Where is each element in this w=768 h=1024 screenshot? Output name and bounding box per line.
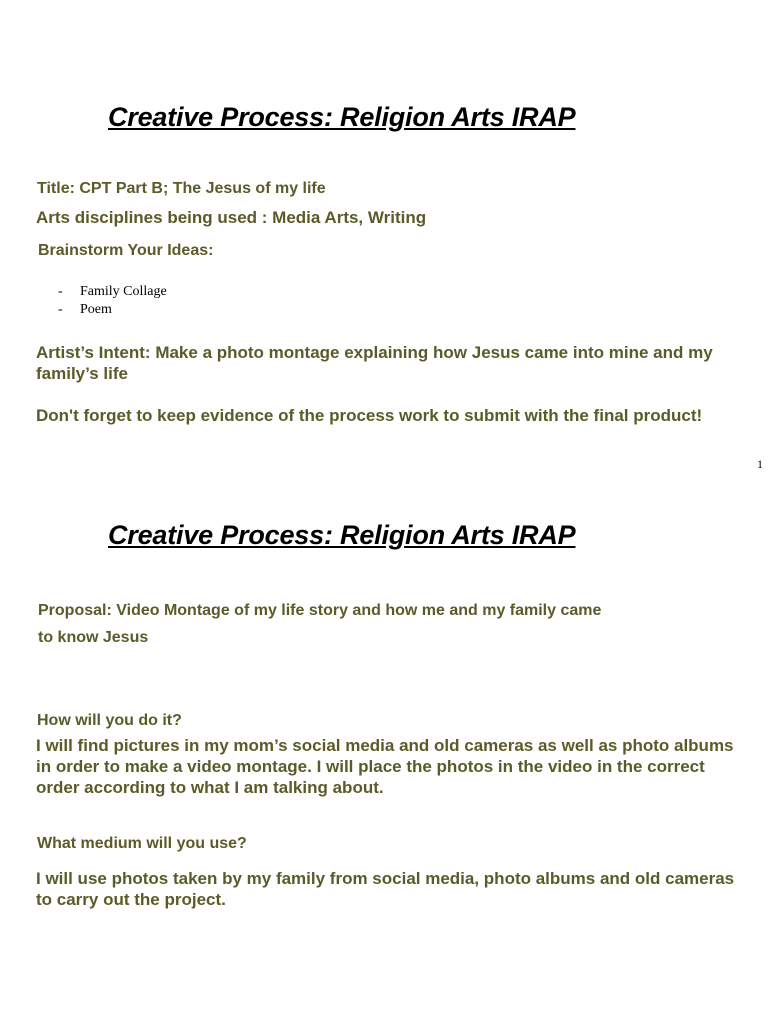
proposal-line: Proposal: Video Montage of my life story and how me and my family came	[38, 602, 602, 619]
how-answer	[36, 735, 764, 798]
medium-question: What medium will you use?	[37, 835, 247, 852]
bullet-marker: -	[58, 284, 63, 299]
list-item	[58, 301, 358, 319]
intent-line: Artist’s Intent: Make a photo montage explaining how Jesus came into mine and my	[36, 343, 713, 362]
list-item-text: Family Collage	[80, 284, 167, 299]
answer-line: order according to what I am talking about.	[36, 778, 384, 797]
answer-line: I will use photos taken by my family from social media, photo albums and old cameras	[36, 869, 735, 888]
intent-line: family’s life	[36, 364, 128, 383]
process-reminder: Don't forget to keep evidence of the process work to submit with the final product!	[36, 406, 703, 425]
artists-intent	[36, 342, 761, 384]
medium-answer	[36, 868, 764, 910]
how-question: How will you do it?	[37, 712, 182, 729]
page1-disciplines-line: Arts disciplines being used : Media Arts, Writing	[36, 208, 427, 227]
bullet-marker: -	[58, 302, 63, 317]
page-number: 1	[757, 457, 763, 471]
page1-brainstorm-label: Brainstorm Your Ideas:	[38, 242, 214, 259]
page2-heading: Creative Process: Religion Arts IRAP	[108, 520, 576, 550]
page1-title-line: Title: CPT Part B; The Jesus of my life	[37, 180, 326, 197]
proposal-line: to know Jesus	[38, 629, 149, 646]
answer-line: to carry out the project.	[36, 890, 226, 909]
brainstorm-list	[58, 283, 358, 319]
list-item-text: Poem	[80, 302, 112, 317]
answer-line: in order to make a video montage. I will place the photos in the video in the correct	[36, 757, 705, 776]
proposal	[38, 597, 738, 651]
page1-heading: Creative Process: Religion Arts IRAP	[108, 102, 576, 132]
list-item	[58, 283, 358, 301]
answer-line: I will find pictures in my mom’s social media and old cameras as well as photo albums	[36, 736, 734, 755]
